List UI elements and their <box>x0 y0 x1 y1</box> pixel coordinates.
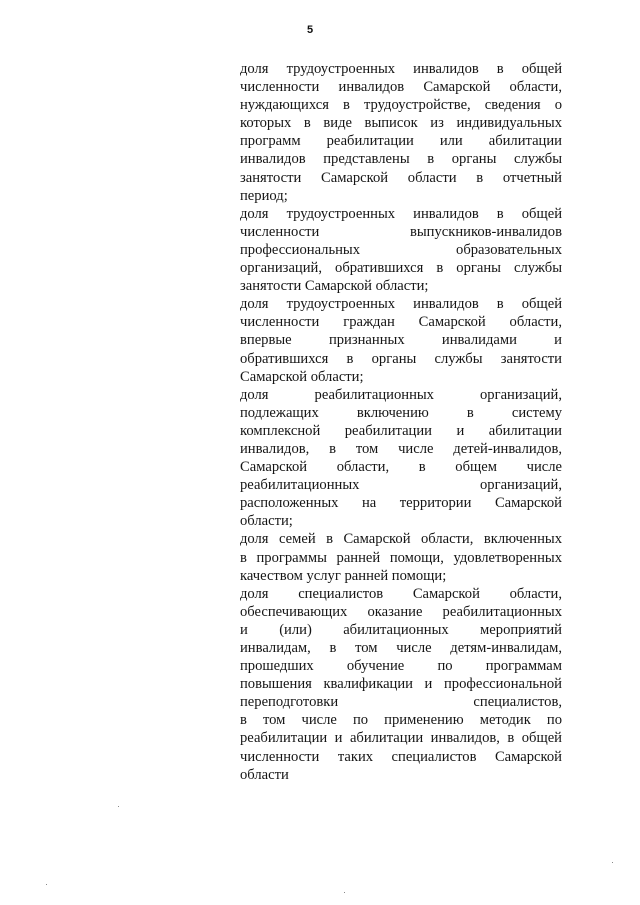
text-line: впервые признанных инвалидами и <box>240 332 562 349</box>
text-line: расположенных на территории Самарской <box>240 495 562 512</box>
text-line: численности инвалидов Самарской области, <box>240 79 562 96</box>
text-line: занятости Самарской области в отчетный <box>240 169 562 186</box>
text-line: подлежащих включению в систему <box>240 404 562 421</box>
text-line: в том числе по применению методик по <box>240 712 562 729</box>
text-line: нуждающихся в трудоустройстве, сведения о <box>240 97 562 114</box>
text-line: обеспечивающих оказание реабилитационных <box>240 603 562 620</box>
text-line: которых в виде выписок из индивидуальных <box>240 115 562 132</box>
text-line: и (или) абилитационных мероприятий <box>240 621 562 638</box>
text-line: реабилитационных организаций, <box>240 477 562 494</box>
paragraph-employed-disabled-ipr <box>240 60 562 205</box>
scan-speck <box>118 806 119 807</box>
text-line: инвалидам, в том числе детям-инвалидам, <box>240 640 562 656</box>
scan-speck <box>46 884 47 885</box>
page-body <box>240 60 562 784</box>
text-line: доля трудоустроенных инвалидов в общей <box>240 61 562 77</box>
paragraph-trained-specialists <box>240 585 562 784</box>
text-line: доля трудоустроенных инвалидов в общей <box>240 205 562 222</box>
text-line: занятости Самарской области; <box>240 278 429 295</box>
text-line: организаций, обратившихся в органы службы <box>240 260 562 277</box>
paragraph-employed-first-time-disabled <box>240 295 562 385</box>
text-line: в программы ранней помощи, удовлетворенных <box>240 549 562 566</box>
text-line: прошедших обучение по программам <box>240 658 562 675</box>
text-line: качеством услуг ранней помощи; <box>240 567 447 584</box>
text-line: области; <box>240 513 293 530</box>
text-line: реабилитации и абилитации инвалидов, в общей <box>240 730 562 747</box>
text-line: Самарской области, в общем числе <box>240 459 562 476</box>
text-line: доля специалистов Самарской области, <box>240 585 562 602</box>
page-number: 5 <box>306 24 314 36</box>
text-line: инвалидов, в том числе детей-инвалидов, <box>240 440 562 457</box>
scan-speck <box>612 862 613 863</box>
text-line: Самарской области; <box>240 368 364 385</box>
text-line: профессиональных образовательных <box>240 241 562 258</box>
text-line: комплексной реабилитации и абилитации <box>240 422 562 439</box>
text-line: области <box>240 766 289 783</box>
text-line: повышения квалификации и профессиональной <box>240 676 562 693</box>
paragraph-rehabilitation-organizations <box>240 386 562 531</box>
text-line: период; <box>240 187 288 204</box>
text-line: обратившихся в органы службы занятости <box>240 350 562 367</box>
text-line: доля реабилитационных организаций, <box>240 386 562 403</box>
scan-speck <box>344 892 345 893</box>
text-line: численности граждан Самарской области, <box>240 314 562 331</box>
text-line: численности таких специалистов Самарской <box>240 748 562 765</box>
paragraph-employed-graduates <box>240 205 562 295</box>
paragraph-early-help-families <box>240 530 562 584</box>
text-line: переподготовки специалистов, <box>240 694 562 711</box>
text-line: численности выпускников-инвалидов <box>240 223 562 240</box>
text-line: программ реабилитации или абилитации <box>240 133 562 150</box>
text-line: инвалидов представлены в органы службы <box>240 151 562 168</box>
text-line: доля трудоустроенных инвалидов в общей <box>240 296 562 313</box>
text-line: доля семей в Самарской области, включенных <box>240 531 562 548</box>
